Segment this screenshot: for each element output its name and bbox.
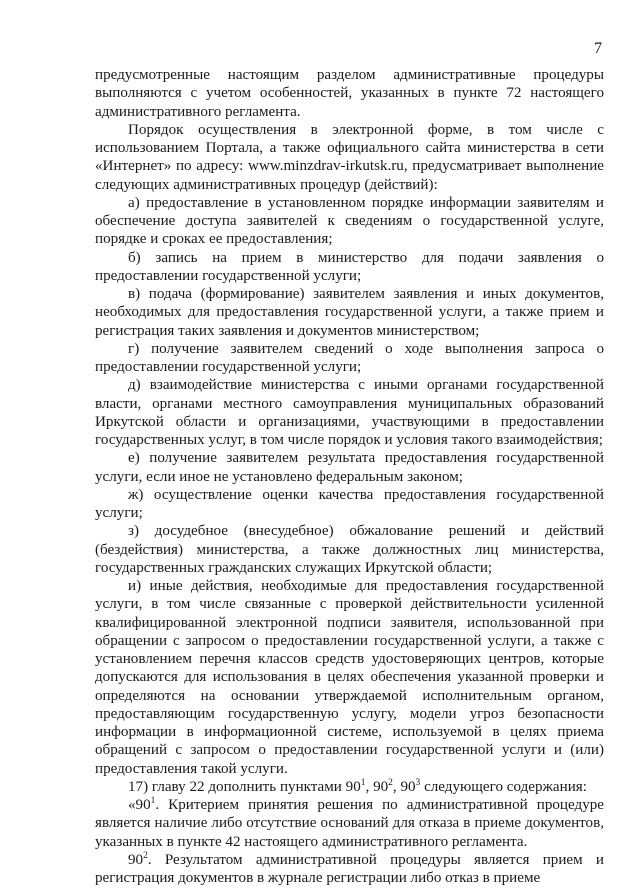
body-paragraph: Порядок осуществления в электронной форме, в том числе с использованием Портала, а также официального сайта министерства в сети «Интернет» по адресу: www.minzdrav-irkutsk.ru, предусматривает выполнение следующих административных процедур (действий): (95, 121, 604, 193)
body-paragraph: в) подача (формирование) заявителем заявления и иных документов, необходимых для предоставления государственной услуги, а также прием и регистрация таких заявления и документов министерством; (95, 286, 604, 339)
body-paragraph: д) взаимодействие министерства с иными органами государственной власти, органами местного самоуправления муниципальных образований Иркутской области и организациями, участвующими в предоставлении государственных услуг, в том числе порядок и условия такого взаимодействия; (95, 377, 604, 448)
page-number: 7 (594, 40, 602, 57)
document-body (95, 66, 604, 887)
body-paragraph: е) получение заявителем результата предоставления государственной услуги, если иное не установлено федеральным законом; (95, 450, 604, 485)
body-paragraph: а) предоставление в установленном порядке информации заявителям и обеспечение доступа заявителей к сведениям о государственной услуге, порядке и сроках ее предоставления; (95, 194, 604, 248)
body-paragraph: г) получение заявителем сведений о ходе выполнения запроса о предоставлении государственной услуги; (95, 340, 604, 375)
body-paragraph: и) иные действия, необходимые для предоставления государственной услуги, в том числе связанные с проверкой действительности усиленной квалифицированной электронной подписи заявителя, использованной при обращении с запросом о предоставлении государственной услуги, а также с установлением перечня классов средств удостоверяющих центров, которые допускаются для использования в целях обеспечения указанной проверки и определяются на основании утверждаемой исполнительным органом, предоставляющим государственную услугу, модели угроз безопасности информации в информационной системе, используемой в целях приема обращений с запросом о предоставлении государственной услуги и (или) предоставления такой услуги. (95, 578, 604, 777)
body-paragraph: з) досудебное (внесудебное) обжалование решений и действий (бездействия) министерства, а также должностных лиц министерства, государственных гражданских служащих Иркутской области; (95, 523, 604, 576)
item-90-1-paragraph: «$90^1$. Критерием принятия решения по административной процедуре является наличие либо отсутствие оснований для отказа в приеме документов, указанных в пункте 42 настоящего административного регламента. (95, 795, 604, 850)
body-paragraph: б) запись на прием в министерство для подачи заявления о предоставлении государственной услуги; (95, 249, 604, 284)
body-paragraph: ж) осуществление оценки качества предоставления государственной услуги; (95, 486, 604, 521)
paragraph-list (95, 66, 604, 778)
item-17-paragraph: 17) главу 22 дополнить пунктами $90^1$, $90^2$, $90^3$ следующего содержания: (128, 777, 587, 795)
item-90-2-paragraph: $90^2$. Результатом административной процедуры является прием и регистрация документов в журнале регистрации либо отказ в приеме (95, 850, 604, 886)
body-paragraph: предусмотренные настоящим разделом административные процедуры выполняются с учетом особенностей, указанных в пункте 72 настоящего административного регламента. (95, 67, 604, 120)
